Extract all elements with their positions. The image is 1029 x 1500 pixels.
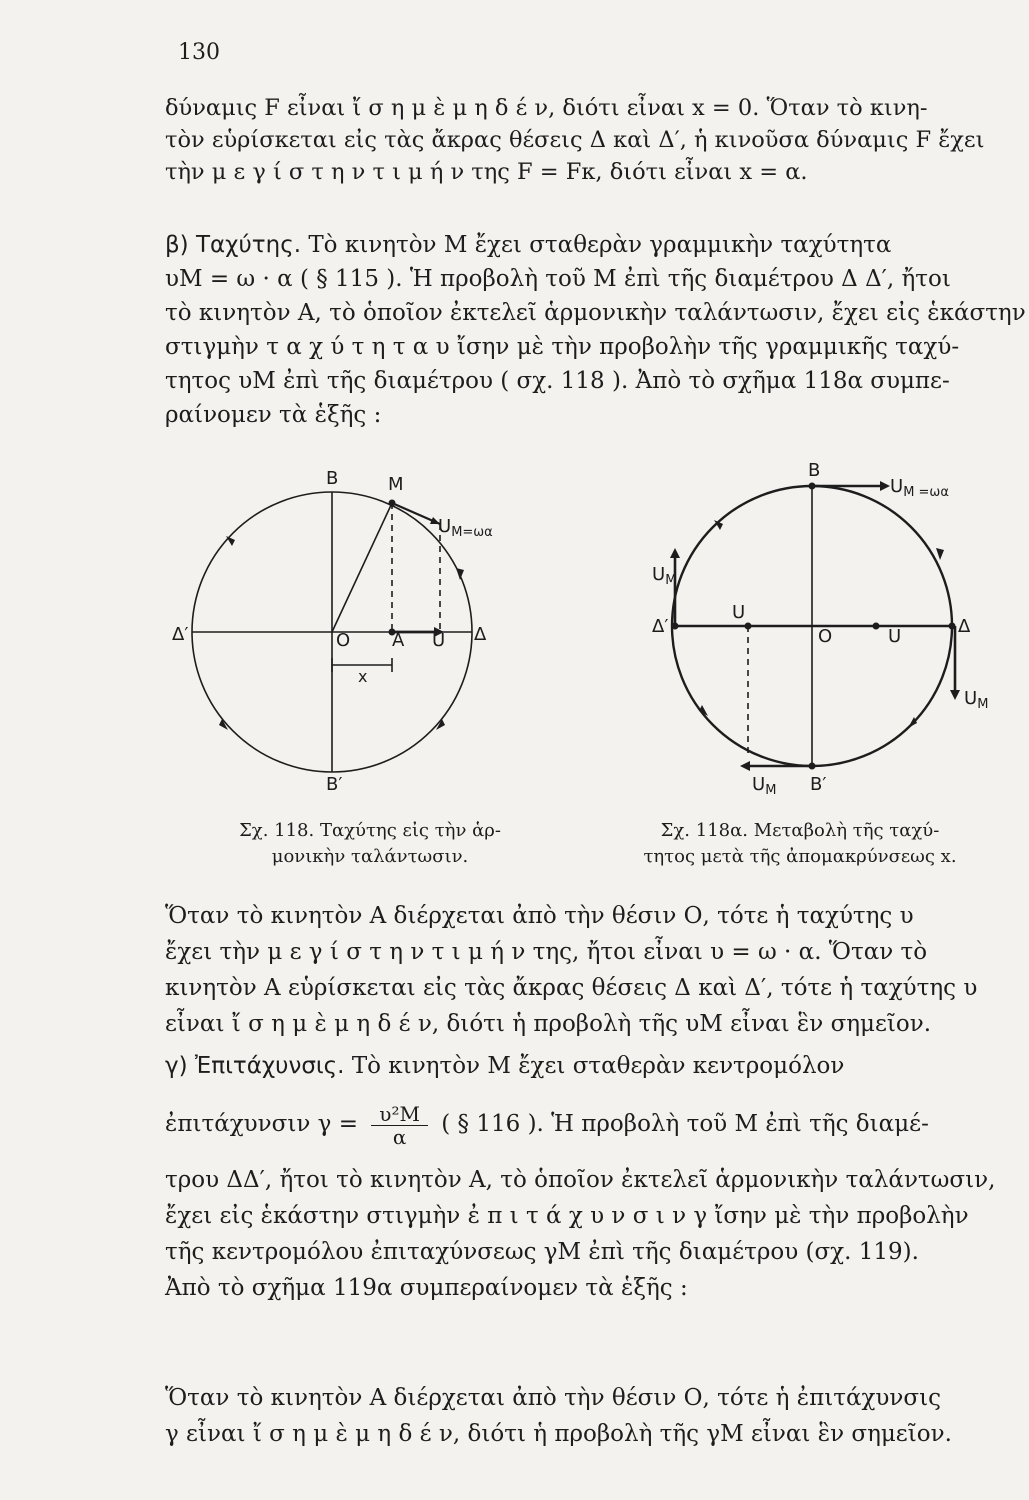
caption-line: μονικὴν ταλάντωσιν. <box>271 846 469 867</box>
text-line: Ἀπὸ τὸ σχῆμα 119α συμπεραίνομεν τὰ ἑξῆς : <box>165 1275 688 1301</box>
paragraph-acceleration-zero <box>165 1380 1015 1452</box>
figure-118a <box>650 460 995 800</box>
heading-acceleration: γ) Ἐπιτάχυνσις. <box>165 1053 345 1079</box>
text-line: τὴν μ ε γ ί σ τ η ν τ ι μ ή ν της F = Fκ, διότι εἶναι x = α. <box>165 159 808 185</box>
formula-fraction <box>371 1103 428 1148</box>
label-a: A <box>392 630 405 651</box>
label-vm-bottom: $U_M$ <box>752 774 777 798</box>
caption-line: Σχ. 118α. Μεταβολὴ τῆς ταχύ- <box>660 820 940 841</box>
label-u: U <box>432 630 446 651</box>
paragraph-acceleration <box>165 1048 1015 1306</box>
point-m <box>389 500 396 507</box>
text-line: ἔχει εἰς ἑκάστην στιγμὴν ἐ π ι τ ά χ υ ν σ ι ν γ ἴσην μὲ τὴν προβολὴν <box>165 1203 969 1229</box>
formula-prefix: ἐπιτάχυνσιν γ = <box>165 1111 358 1137</box>
formula-suffix: ( § 116 ). Ἡ προβολὴ τοῦ Μ ἐπὶ τῆς διαμέ- <box>441 1111 929 1137</box>
text-line: τρου ΔΔ′, ἤτοι τὸ κινητὸν Α, τὸ ὁποῖον ἐκτελεῖ ἁρμονικὴν ταλάντωσιν, <box>165 1167 996 1193</box>
paragraph-force <box>165 92 1015 188</box>
text-line: γ εἶναι ἴ σ η μ ὲ μ η δ έ ν, διότι ἡ προβολὴ τῆς γΜ εἶναι ἓν σημεῖον. <box>165 1421 952 1447</box>
text-line: ραίνομεν τὰ ἑξῆς : <box>165 402 382 428</box>
formula-numerator: υ²Μ <box>371 1103 428 1126</box>
text-line: κινητὸν Α εὑρίσκεται εἰς τὰς ἄκρας θέσεις Δ καὶ Δ′, τότε ἡ ταχύτης υ <box>165 975 978 1001</box>
label-u-left: U <box>732 602 746 623</box>
text-line: τὸν εὑρίσκεται εἰς τὰς ἄκρας θέσεις Δ καὶ Δ′, ἡ κινοῦσα δύναμις F ἔχει <box>165 127 985 153</box>
figure-118 <box>160 460 500 800</box>
label-x: x <box>358 667 368 686</box>
label-b: B <box>326 468 339 489</box>
paragraph-velocity-extremes <box>165 898 1015 1042</box>
text-line: δύναμις F εἶναι ἴ σ η μ ὲ μ η δ έ ν, διότι εἶναι x = 0. Ὅταν τὸ κινη- <box>165 95 928 121</box>
label-d-left: Δ′ <box>172 624 189 645</box>
label-vm: $U_{M=\omega\alpha}$ <box>438 516 493 540</box>
text-line: υΜ = ω · α ( § 115 ). Ἡ προβολὴ τοῦ Μ ἐπὶ τῆς διαμέτρου Δ Δ′, ἤτοι <box>165 266 951 292</box>
label-m: M <box>388 474 404 495</box>
label-d-right: Δ <box>474 624 487 645</box>
heading-velocity-rest: Τὸ κινητὸν Μ ἔχει σταθερὰν γραμμικὴν ταχύτητα <box>308 232 892 258</box>
text-line: ἔχει τὴν μ ε γ ί σ τ η ν τ ι μ ή ν της, ἤτοι εἶναι υ = ω · α. Ὅταν τὸ <box>165 939 928 965</box>
section-heading-velocity <box>165 228 1015 262</box>
label-o: O <box>818 626 833 647</box>
label-vm-right: $U_M$ <box>964 688 989 712</box>
paragraph-velocity <box>165 228 1026 432</box>
caption-figure-118a <box>610 818 990 870</box>
formula-denominator: α <box>392 1124 407 1149</box>
label-o: O <box>336 630 351 651</box>
label-b-prime: B′ <box>326 774 343 795</box>
formula-line <box>165 1094 1015 1154</box>
arrowhead <box>950 690 960 700</box>
label-u-right: U <box>888 626 902 647</box>
text-line: Ὅταν τὸ κινητὸν Α διέρχεται ἀπὸ τὴν θέσιν Ο, τότε ἡ ἐπιτάχυνσις <box>165 1385 941 1411</box>
text-line: στιγμὴν τ α χ ύ τ η τ α υ ἴσην μὲ τὴν προβολὴν τῆς γραμμικῆς ταχύ- <box>165 334 960 360</box>
arrowhead <box>740 761 750 771</box>
text-line: τητος υΜ ἐπὶ τῆς διαμέτρου ( σχ. 118 ). Ἀπὸ τὸ σχῆμα 118α συμπε- <box>165 368 950 394</box>
arrowhead <box>880 481 890 491</box>
text-line: εἶναι ἴ σ η μ ὲ μ η δ έ ν, διότι ἡ προβολὴ τῆς υΜ εἶναι ἓν σημεῖον. <box>165 1011 932 1037</box>
label-vm-left: $U_M$ <box>652 564 677 588</box>
section-heading-acceleration <box>165 1048 1015 1084</box>
direction-arrow <box>936 548 944 560</box>
arrowhead <box>670 548 680 558</box>
caption-figure-118 <box>190 818 550 870</box>
label-d-left: Δ′ <box>652 616 669 637</box>
heading-velocity: β) Ταχύτης. <box>165 232 302 258</box>
label-d-right: Δ <box>958 616 971 637</box>
label-b: B <box>808 460 821 481</box>
direction-arrow <box>226 536 235 546</box>
caption-line: τητος μετὰ τῆς ἀπομακρύνσεως x. <box>643 846 957 867</box>
text-line: Ὅταν τὸ κινητὸν Α διέρχεται ἀπὸ τὴν θέσιν Ο, τότε ἡ ταχύτης υ <box>165 903 914 929</box>
page-number: 130 <box>178 40 220 65</box>
heading-acceleration-rest: Τὸ κινητὸν Μ ἔχει σταθερὰν κεντρομόλον <box>351 1053 845 1079</box>
radius-om <box>332 503 392 632</box>
text-line: τῆς κεντρομόλου ἐπιταχύνσεως γΜ ἐπὶ τῆς διαμέτρου (σχ. 119). <box>165 1239 919 1265</box>
caption-line: Σχ. 118. Ταχύτης εἰς τὴν ἁρ- <box>239 820 501 841</box>
label-vm-top: $U_{M =\omega\alpha}$ <box>890 476 949 500</box>
label-b-prime: B′ <box>810 774 827 795</box>
direction-arrow <box>456 568 464 580</box>
text-line: τὸ κινητὸν Α, τὸ ὁποῖον ἐκτελεῖ ἁρμονικὴν ταλάντωσιν, ἔχει εἰς ἑκάστην <box>165 300 1026 326</box>
